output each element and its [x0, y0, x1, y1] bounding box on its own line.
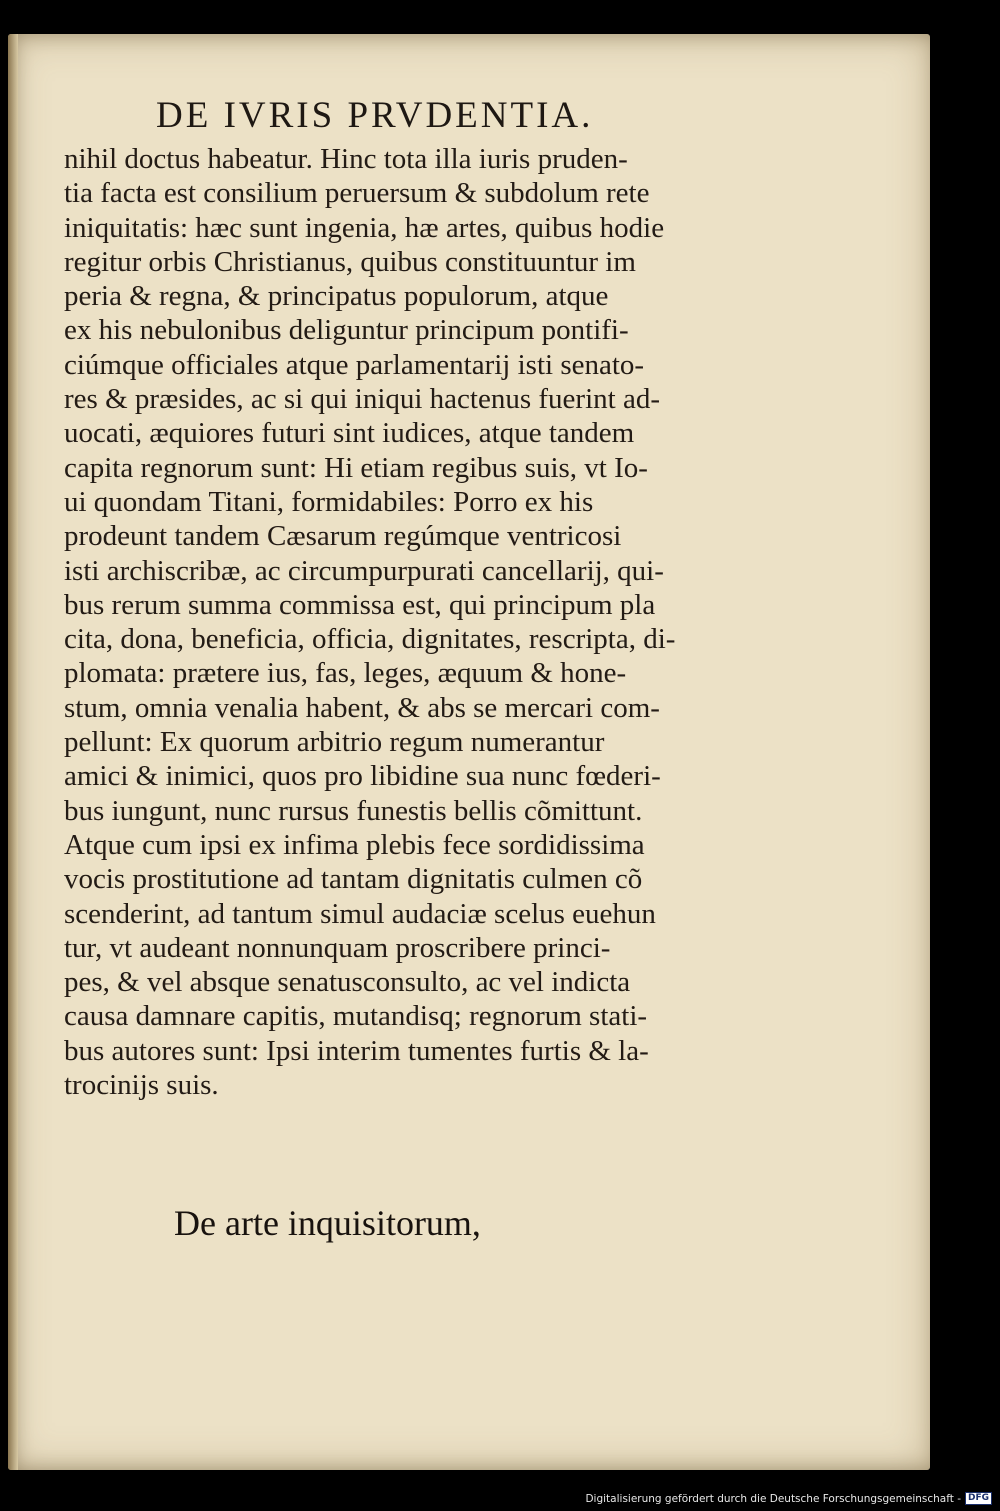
text-line: res & præsides, ac si qui iniqui hactenus fuerint ad- [64, 383, 660, 416]
text-line: capita regnorum sunt: Hi etiam regibus suis, vt Io- [64, 451, 648, 484]
text-line: trocinijs suis. [64, 1069, 219, 1102]
text-line: iniquitatis: hæc sunt ingenia, hæ artes, quibus hodie [64, 211, 665, 244]
text-line: vocis prostitutione ad tantam dignitatis culmen cõ [64, 863, 643, 896]
page-edge [8, 34, 18, 1470]
text-line: ciúmque officiales atque parlamentarij isti senato- [64, 348, 645, 381]
text-line: cita, dona, beneficia, officia, dignitates, rescripta, di- [64, 623, 676, 656]
text-line: bus iungunt, nunc rursus funestis bellis cõmittunt. [64, 794, 643, 827]
text-line: tur, vt audeant nonnunquam proscribere princi- [64, 931, 611, 964]
body-text [64, 142, 744, 1102]
section-heading: De arte inquisitorum, [174, 1203, 481, 1243]
text-line: nihil doctus habeatur. Hinc tota illa iuris pruden- [64, 143, 628, 175]
text-line: isti archiscribæ, ac circumpurpurati cancellarij, qui- [64, 554, 664, 587]
text-line: prodeunt tandem Cæsarum regúmque ventricosi [64, 520, 622, 553]
text-line: ui quondam Titani, formidabiles: Porro ex his [64, 485, 594, 518]
text-line: uocati, æquiores futuri sint iudices, atque tandem [64, 417, 635, 450]
text-line: bus rerum summa commissa est, qui principum pla [64, 588, 656, 621]
text-line: Atque cum ipsi ex infima plebis fece sordidissima [64, 828, 645, 861]
text-line: scenderint, ad tantum simul audaciæ scelus euehun [64, 897, 656, 930]
text-line: stum, omnia venalia habent, & abs se mercari com- [64, 691, 660, 724]
text-line: amici & inimici, quos pro libidine sua nunc fœderi- [64, 760, 661, 793]
text-line: ex his nebulonibus deliguntur principum pontifi- [64, 314, 629, 347]
text-line: bus autores sunt: Ipsi interim tumentes furtis & la- [64, 1034, 649, 1067]
text-line: tia facta est consilium peruersum & subdolum rete [64, 177, 650, 210]
text-line: pellunt: Ex quorum arbitrio regum numerantur [64, 726, 605, 759]
funding-credit-text: Digitalisierung gefördert durch die Deutsche Forschungsgemeinschaft - [585, 1492, 961, 1505]
footer-credit [585, 1492, 992, 1505]
text-line: pes, & vel absque senatusconsulto, ac vel indicta [64, 966, 631, 999]
running-head: DE IVRIS PRVDENTIA. [156, 95, 594, 136]
text-line: peria & regna, & principatus populorum, atque [64, 280, 609, 313]
dfg-logo: DFG [965, 1492, 992, 1505]
text-line: regitur orbis Christianus, quibus constituuntur im [64, 245, 636, 278]
text-line: causa damnare capitis, mutandisq; regnorum stati- [64, 1000, 648, 1033]
book-page [8, 34, 930, 1470]
text-line: plomata: prætere ius, fas, leges, æquum & hone- [64, 657, 627, 690]
